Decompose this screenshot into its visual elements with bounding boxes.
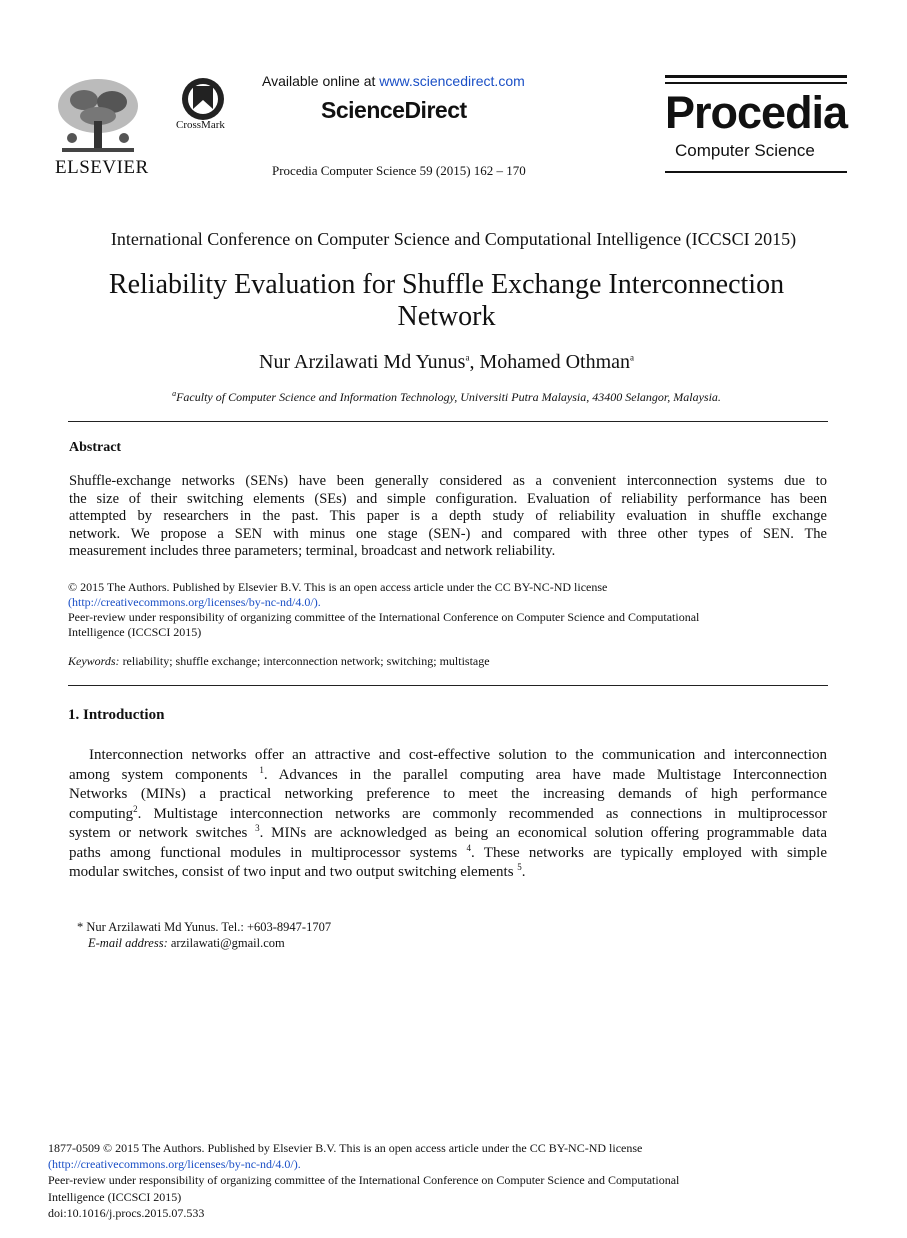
keywords-label: Keywords:: [68, 654, 120, 668]
footer-line: Intelligence (ICCSCI 2015): [48, 1189, 182, 1204]
intro-text: computing: [69, 805, 134, 822]
paper-title-line-2: Network: [397, 301, 496, 332]
author-1-name: Nur Arzilawati Md Yunus: [259, 351, 466, 373]
page-footer: [48, 1140, 679, 1221]
sciencedirect-link[interactable]: www.sciencedirect.com: [379, 73, 525, 89]
intro-text: paths among functional modules in multiprocessor systems: [69, 844, 467, 861]
elsevier-tree-icon: [52, 76, 144, 158]
authors-separator: ,: [469, 351, 480, 373]
procedia-bottom-rule: [665, 171, 847, 173]
citation-ref[interactable]: 1: [259, 764, 264, 775]
journal-reference: Procedia Computer Science 59 (2015) 162 – 170: [272, 163, 526, 178]
license-line: Peer-review under responsibility of organizing committee of the International Conference on Computer Science and Computational: [68, 610, 700, 624]
procedia-top-rule-1: [665, 75, 847, 78]
rule-bottom: [68, 685, 828, 686]
intro-heading: 1. Introduction: [68, 707, 165, 723]
affiliation-mark: a: [172, 389, 177, 398]
intro-text: . Multistage interconnection networks are commonly recommended as connections in multiprocessor: [137, 805, 827, 822]
author-1-aff: a: [465, 352, 470, 363]
intro-text: among system components: [69, 766, 260, 783]
abstract-line: Shuffle-exchange networks (SENs) have been generally considered as a convenient interconnection systems due to: [69, 473, 827, 489]
footer-doi[interactable]: doi:10.1016/j.procs.2015.07.533: [48, 1205, 205, 1220]
license-line: © 2015 The Authors. Published by Elsevier B.V. This is an open access article under the CC BY-NC-ND license: [68, 580, 608, 594]
affiliation: [0, 390, 893, 405]
intro-line: [69, 844, 827, 864]
paper-title-line-1: Reliability Evaluation for Shuffle Exchange Interconnection: [108, 269, 785, 300]
footer-line: Peer-review under responsibility of organizing committee of the International Conference on Computer Science and Computational: [48, 1173, 680, 1188]
crossmark-icon: [180, 76, 226, 122]
intro-text: .: [521, 864, 526, 880]
abstract-body: [69, 473, 827, 561]
intro-text: . Advances in the parallel computing area have made Multistage Interconnection: [263, 766, 827, 783]
author-2-aff: a: [630, 352, 634, 363]
keywords: [68, 654, 490, 669]
available-prefix: Available online at: [262, 73, 380, 89]
email-address[interactable]: arzilawati@gmail.com: [167, 936, 285, 950]
footer-license-url[interactable]: (http://creativecommons.org/licenses/by-nc-nd/4.0/).: [48, 1157, 301, 1172]
intro-line: [69, 785, 827, 805]
intro-text: modular switches, consist of two input and two output switching elements: [69, 864, 518, 880]
intro-text: . MINs are acknowledged as being an economical solution offering programmable data: [259, 825, 827, 841]
abstract-line: attempted by researchers in the past. This paper is a depth study of reliability evaluation in shuffle exchange: [69, 508, 827, 524]
license-block: [68, 580, 699, 640]
conference-name: International Conference on Computer Science and Computational Intelligence (ICCSCI 2015): [110, 229, 797, 249]
citation-ref[interactable]: 3: [255, 823, 260, 833]
abstract-line: measurement includes three parameters; terminal, broadcast and network reliability.: [69, 543, 556, 559]
procedia-title: Procedia: [665, 87, 848, 138]
abstract-heading: Abstract: [69, 440, 122, 455]
citation-ref[interactable]: 5: [517, 862, 522, 872]
procedia-logo: [663, 75, 848, 175]
intro-text: . These networks are typically employed with simple: [471, 844, 827, 861]
available-online: [262, 73, 525, 89]
intro-line: [69, 824, 827, 844]
authors: [0, 351, 893, 374]
abstract-line: network. We propose a SEN with minus one stage (SEN-) and compared with three other types of SEN. The: [69, 525, 827, 542]
abstract-line: the size of their switching elements (SEs) and simple configuration. Evaluation of reliability performance has been: [69, 490, 827, 507]
rule-top: [68, 421, 828, 422]
intro-body: [69, 746, 827, 883]
author-2-name: Mohamed Othman: [479, 351, 630, 373]
license-line: Intelligence (ICCSCI 2015): [68, 625, 202, 639]
license-url[interactable]: (http://creativecommons.org/licenses/by-nc-nd/4.0/).: [68, 595, 321, 609]
crossmark-label: CrossMark: [176, 119, 225, 131]
intro-line: [69, 746, 827, 766]
intro-text: Interconnection networks offer an attractive and cost-effective solution to the communication and interconnection: [89, 747, 827, 763]
citation-ref[interactable]: 4: [466, 842, 472, 853]
email-label: E-mail address:: [88, 936, 168, 950]
procedia-top-rule-2: [665, 82, 847, 84]
affiliation-text: Faculty of Computer Science and Information Technology, Universiti Putra Malaysia, 43400 Selangor, Malaysia.: [176, 390, 721, 404]
procedia-subtitle: Computer Science: [675, 141, 815, 160]
elsevier-logo: [52, 76, 144, 158]
citation-ref[interactable]: 2: [133, 803, 138, 814]
sciencedirect-wordmark: ScienceDirect: [321, 97, 467, 123]
intro-line: [69, 863, 827, 883]
intro-text: Networks (MINs) a practical networking preference to meet the increasing demands of high performance: [69, 786, 827, 802]
keywords-text: reliability; shuffle exchange; interconnection network; switching; multistage: [119, 654, 490, 668]
footer-line: 1877-0509 © 2015 The Authors. Published by Elsevier B.V. This is an open access article under the CC BY-NC-ND license: [48, 1141, 643, 1155]
intro-text: system or network switches: [69, 825, 256, 841]
intro-line: [69, 766, 827, 786]
corresponding-author-footnote: [77, 919, 331, 951]
footnote-line: * Nur Arzilawati Md Yunus. Tel.: +603-8947-1707: [77, 920, 332, 934]
intro-line: [69, 805, 827, 825]
elsevier-label: ELSEVIER: [55, 157, 149, 178]
footnote-email-line: [77, 935, 331, 951]
